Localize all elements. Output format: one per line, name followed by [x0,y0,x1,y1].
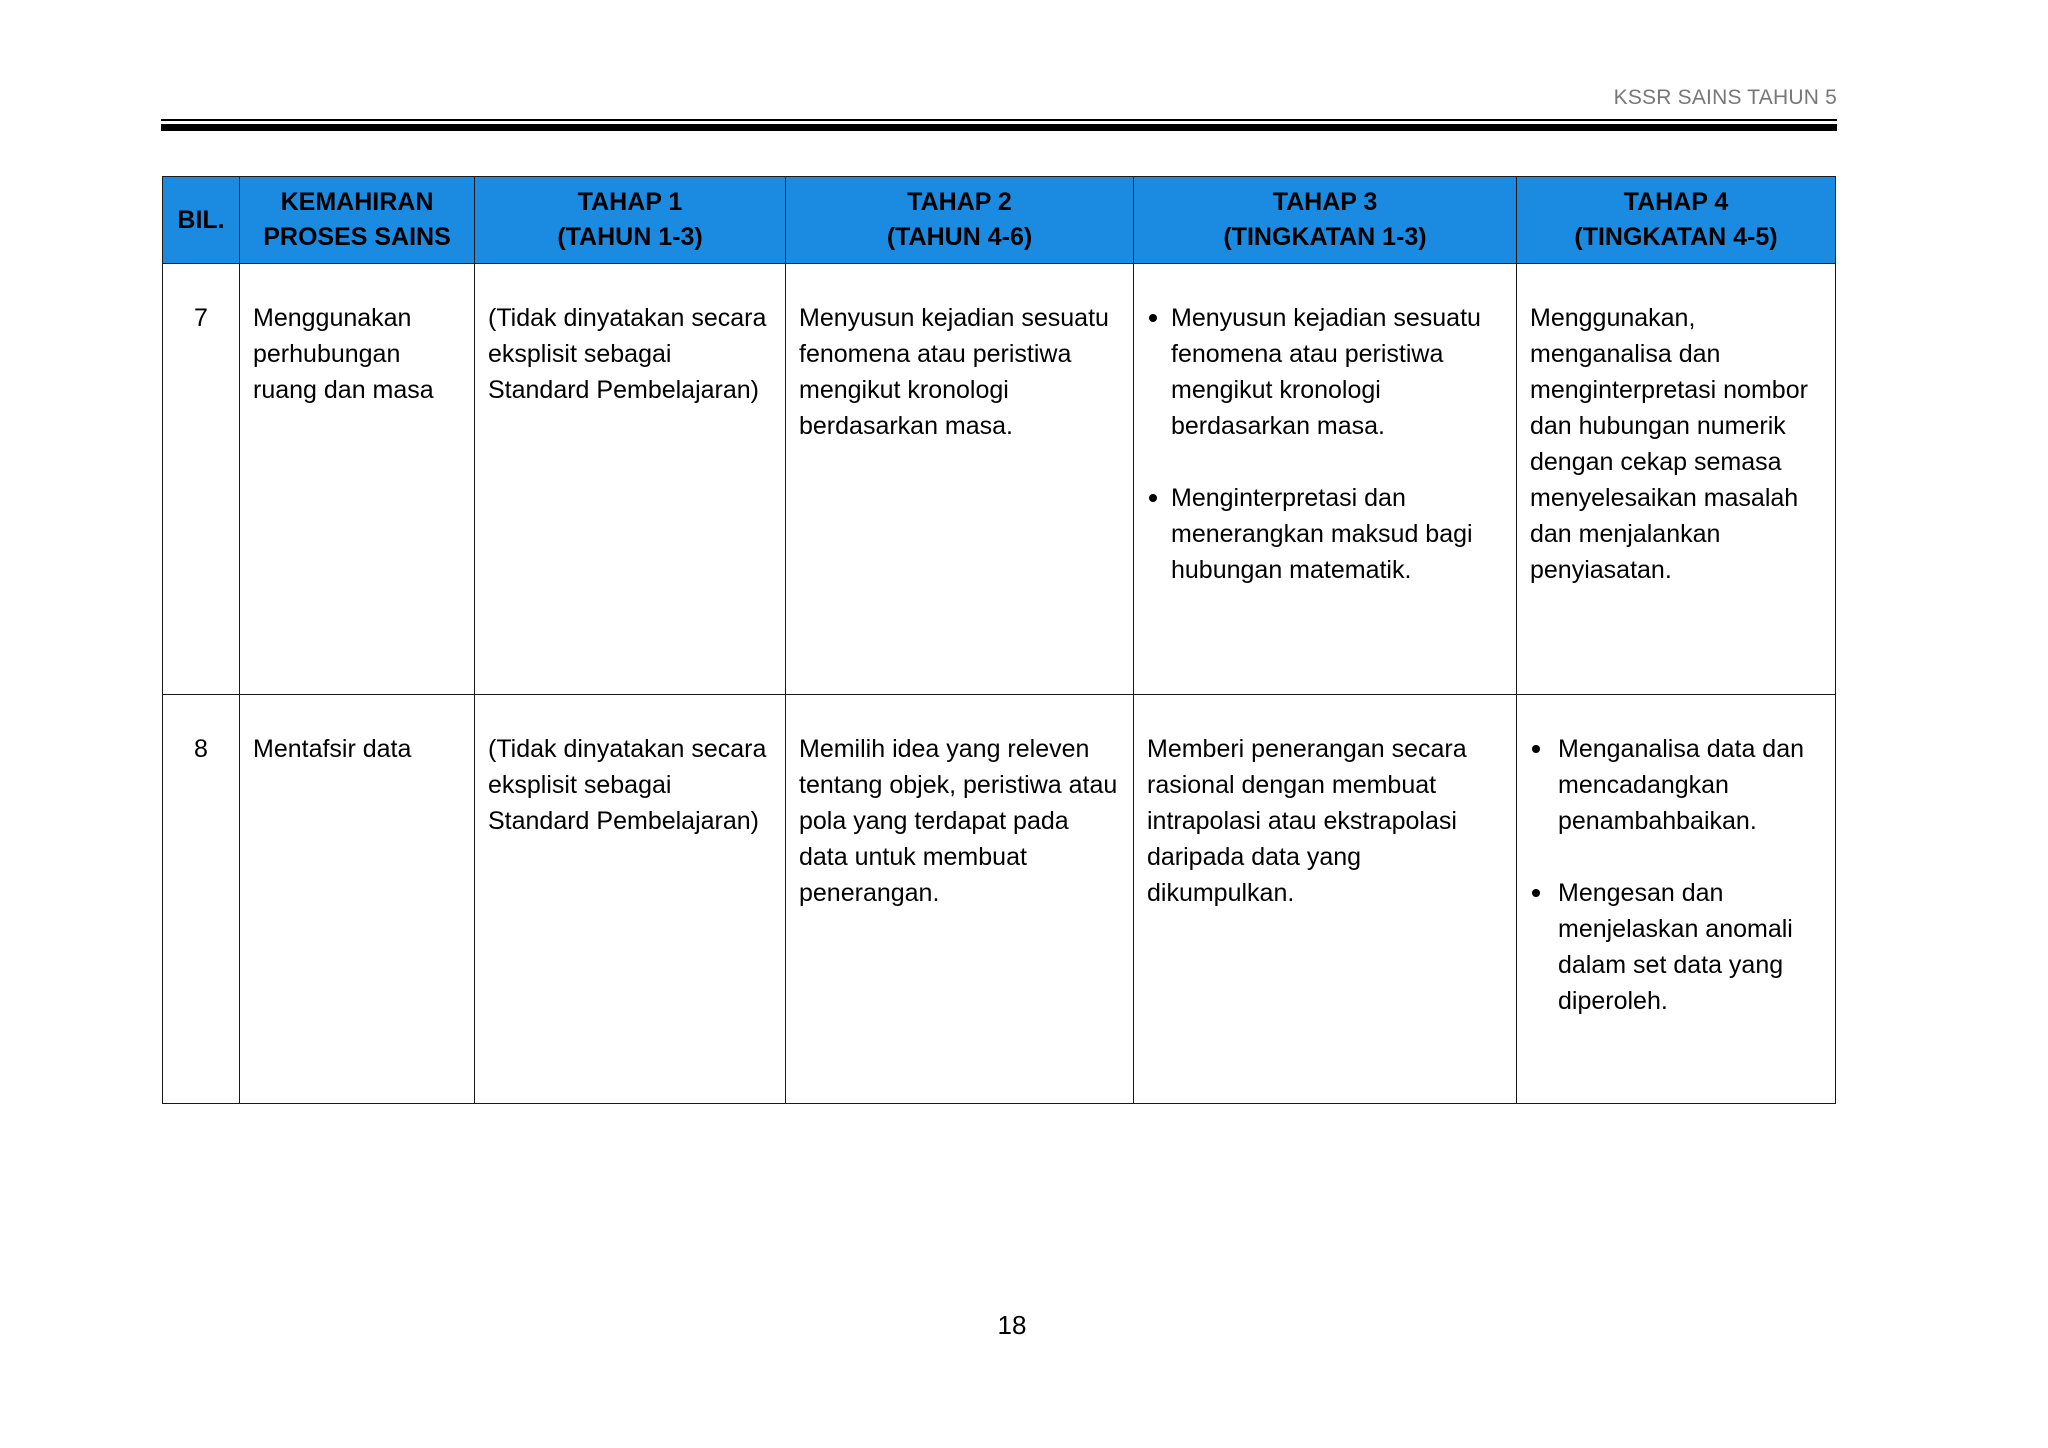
header-tahap4 [1517,177,1836,264]
header-tahap3-line2: (TINGKATAN 1-3) [1223,223,1427,251]
table-header-row [163,177,1836,264]
header-tahap1-line2: (TAHUN 1-3) [557,223,703,251]
header-rule-thin [161,119,1837,121]
bullet-item: Menyusun kejadian sesuatu fenomena atau peristiwa mengikut kronologi berdasarkan masa. [1147,300,1504,444]
skills-table [162,176,1836,1104]
header-bil-label: BIL. [177,205,225,234]
cell-tahap3: Memberi penerangan secara rasional dengan membuat intrapolasi atau ekstrapolasi daripada data yang dikumpulkan. [1134,695,1517,1104]
bullet-list [1530,731,1823,1019]
bullet-item: Mengesan dan menjelaskan anomali dalam set data yang diperoleh. [1530,875,1823,1019]
header-rule-thick [161,124,1837,131]
cell-kemahiran: Menggunakan perhubungan ruang dan masa [240,264,475,695]
header-tahap2 [786,177,1134,264]
bullet-item: Menginterpretasi dan menerangkan maksud bagi hubungan matematik. [1147,480,1504,588]
header-kemahiran [240,177,475,264]
table-row [163,264,1836,695]
cell-bil: 7 [163,264,240,695]
cell-tahap2: Menyusun kejadian sesuatu fenomena atau peristiwa mengikut kronologi berdasarkan masa. [786,264,1134,695]
table-row [163,695,1836,1104]
header-tahap2-line1: TAHAP 2 [907,188,1012,216]
bullet-item: Menganalisa data dan mencadangkan penambahbaikan. [1530,731,1823,839]
header-tahap1-line1: TAHAP 1 [577,188,683,216]
header-tahap3-line1: TAHAP 3 [1272,188,1378,216]
header-tahap1 [475,177,786,264]
header-tahap4-line2: (TINGKATAN 4-5) [1574,223,1778,251]
cell-tahap4: Menggunakan, menganalisa dan menginterpretasi nombor dan hubungan numerik dengan cekap semasa menyelesaikan masalah dan menjalankan penyiasatan. [1517,264,1836,695]
header-kemahiran-line1: KEMAHIRAN [280,188,434,216]
bullet-list [1147,300,1504,588]
header-tahap4-line1: TAHAP 4 [1623,188,1729,216]
document-header-title: KSSR SAINS TAHUN 5 [1613,86,1837,109]
cell-tahap1: (Tidak dinyatakan secara eksplisit sebagai Standard Pembelajaran) [475,695,786,1104]
header-tahap2-line2: (TAHUN 4-6) [886,223,1033,251]
page-number: 18 [997,1310,1027,1340]
cell-kemahiran: Mentafsir data [240,695,475,1104]
header-tahap3 [1134,177,1517,264]
cell-tahap3 [1134,264,1517,695]
cell-bil: 8 [163,695,240,1104]
cell-tahap2: Memilih idea yang releven tentang objek, peristiwa atau pola yang terdapat pada data untuk membuat penerangan. [786,695,1134,1104]
cell-tahap1: (Tidak dinyatakan secara eksplisit sebagai Standard Pembelajaran) [475,264,786,695]
header-bil [163,177,240,264]
cell-tahap4 [1517,695,1836,1104]
header-kemahiran-line2: PROSES SAINS [263,223,451,251]
